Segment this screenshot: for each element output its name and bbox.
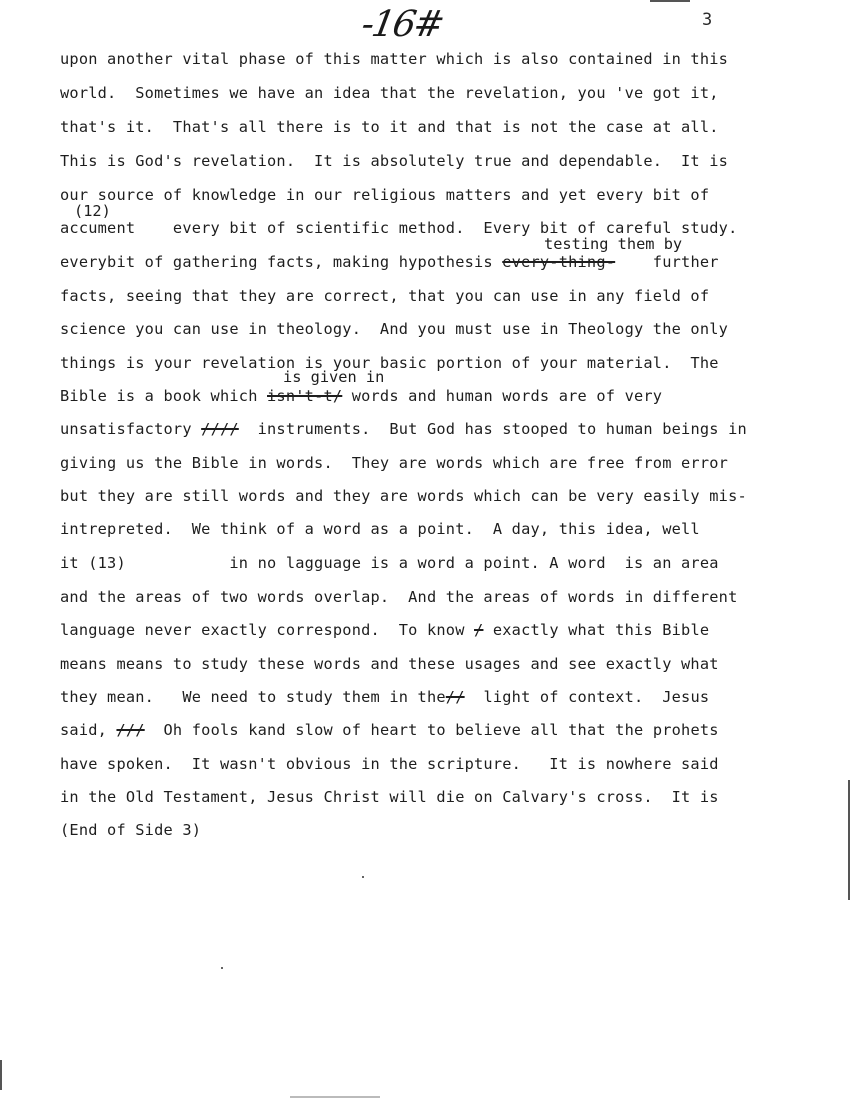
- handwritten-page-mark: -16#: [358, 4, 446, 45]
- text-line: giving us the Bible in words. They are words which are free from error: [60, 454, 729, 472]
- text-line: in the Old Testament, Jesus Christ will die on Calvary's cross. It is: [60, 788, 719, 806]
- line-segment: light of context. Jesus: [464, 688, 710, 706]
- scan-edge-mark: [848, 780, 850, 900]
- text-line: intrepreted. We think of a word as a point. A day, this idea, well: [60, 520, 700, 538]
- insert-testing-them-by: testing them by: [544, 235, 683, 253]
- line-segment: exactly what this Bible: [483, 621, 710, 639]
- scan-speck: [221, 967, 223, 969]
- text-line: things is your revelation is your basic portion of your material. The: [60, 354, 719, 372]
- text-line: upon another vital phase of this matter which is also contained in this: [60, 50, 729, 68]
- line-segment: Bible is a book which: [60, 387, 268, 405]
- page-number: 3: [702, 10, 713, 30]
- struck-text: ////: [201, 420, 239, 438]
- text-line: and the areas of two words overlap. And the areas of words in different: [60, 588, 738, 606]
- text-line: have spoken. It wasn't obvious in the scripture. It is nowhere said: [60, 755, 719, 773]
- text-line: accument every bit of scientific method. Every bit of careful study.: [60, 219, 738, 237]
- text-line: [60, 720, 719, 740]
- text-line: facts, seeing that they are correct, that you can use in any field of: [60, 287, 710, 305]
- text-line: [60, 687, 709, 707]
- text-line: [60, 419, 747, 439]
- text-line: [60, 620, 709, 640]
- line-segment: language never exactly correspond. To know: [60, 621, 475, 639]
- struck-text: //: [445, 688, 465, 706]
- line-segment: they mean. We need to study them in the: [60, 688, 446, 706]
- struck-text: isn't-t/: [267, 387, 343, 405]
- struck-text: every-thing-: [502, 253, 616, 271]
- struck-text: ///: [116, 721, 145, 739]
- text-line: (End of Side 3): [60, 821, 202, 839]
- line-segment: unsatisfactory: [60, 420, 202, 438]
- text-line: This is God's revelation. It is absolutely true and dependable. It is: [60, 152, 729, 170]
- scan-edge-mark: [290, 1096, 380, 1098]
- scan-speck: [362, 876, 364, 878]
- insert-is-given-in: is given in: [283, 368, 385, 386]
- text-line: [60, 252, 719, 272]
- line-segment: Oh fools kand slow of heart to believe all that the prohets: [144, 721, 719, 739]
- scan-edge-mark: [650, 0, 690, 2]
- text-line: our source of knowledge in our religious matters and yet every bit of: [60, 186, 710, 204]
- scan-edge-mark: [0, 1060, 2, 1090]
- insert-note-12: (12): [74, 202, 111, 220]
- text-line: world. Sometimes we have an idea that the revelation, you 've got it,: [60, 84, 719, 102]
- text-line: means means to study these words and these usages and see exactly what: [60, 655, 719, 673]
- line-segment: words and human words are of very: [342, 387, 663, 405]
- text-line: but they are still words and they are words which can be very easily mis-: [60, 487, 747, 505]
- line-segment: instruments. But God has stooped to human beings in: [238, 420, 747, 438]
- line-segment: everybit of gathering facts, making hypothesis: [60, 253, 503, 271]
- text-line: [60, 386, 662, 406]
- text-line: science you can use in theology. And you must use in Theology the only: [60, 320, 729, 338]
- struck-text: /: [474, 621, 484, 639]
- line-segment: further: [615, 253, 719, 271]
- text-line: that's it. That's all there is to it and that is not the case at all.: [60, 118, 719, 136]
- text-line: it (13) in no lagguage is a word a point. A word is an area: [60, 554, 719, 572]
- line-segment: said,: [60, 721, 117, 739]
